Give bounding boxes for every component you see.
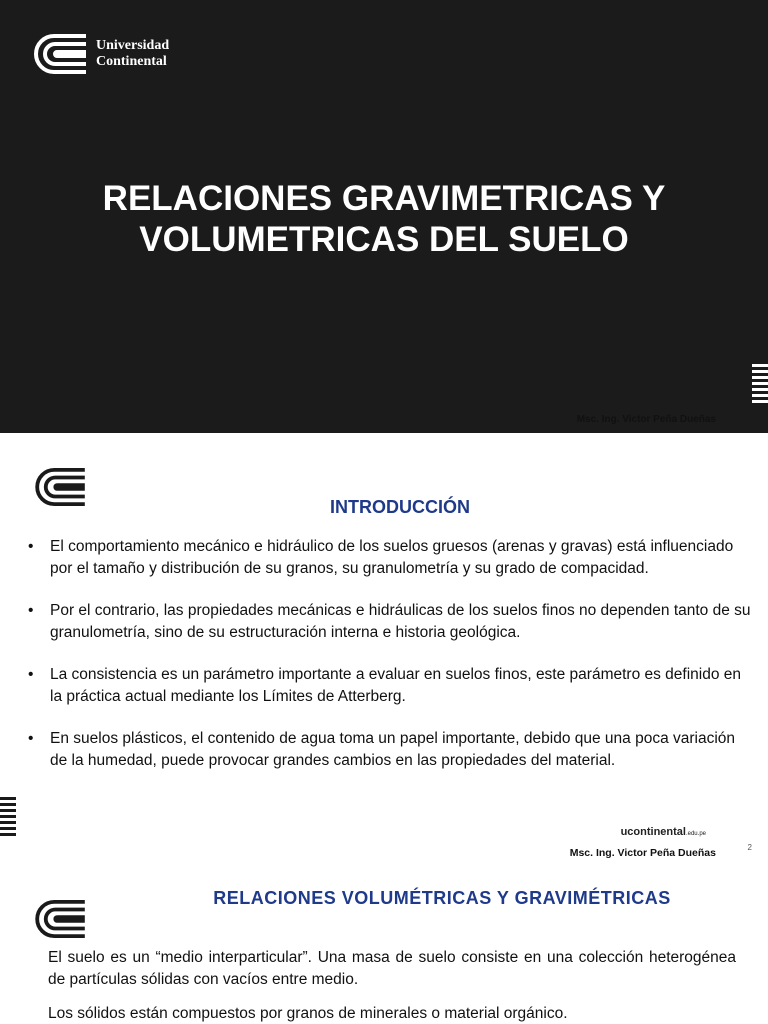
bullet-item: • El comportamiento mecánico e hidráulico de los suelos gruesos (arenas y gravas) está influenciado por el tamaño y distribución de su granos, su granulometría y su grado de compacidad. [26, 536, 756, 580]
author-credit: Msc. Ing. Victor Peña Dueñas [576, 414, 716, 425]
university-logo-icon [34, 899, 88, 939]
author-credit: Msc. Ing. Victor Peña Dueñas [569, 847, 716, 859]
introduction-slide [0, 433, 768, 863]
university-name-line-1: Universidad [96, 38, 170, 53]
bullet-item: • La consistencia es un parámetro importante a evaluar en suelos finos, este parámetro es definido en la práctica actual mediante los Límites de Atterberg. [26, 664, 756, 708]
title-slide [0, 0, 768, 433]
slide-title [0, 178, 768, 260]
page-number: 2 [747, 843, 752, 852]
slide-title-line-2: VOLUMETRICAS DEL SUELO [139, 220, 629, 259]
university-name [96, 38, 169, 70]
section-heading: INTRODUCCIÓN [330, 497, 470, 517]
university-name-line-2: Continental [96, 54, 167, 69]
section-heading: RELACIONES VOLUMÉTRICAS Y GRAVIMÉTRICAS [213, 888, 671, 908]
paragraph: Los sólidos están compuestos por granos de minerales o material orgánico. [48, 1005, 568, 1022]
decorative-bars-icon [0, 797, 16, 839]
bullet-list [26, 536, 756, 792]
brand-name: ucontinental [620, 826, 686, 838]
slide-title-line-1: RELACIONES GRAVIMETRICAS Y [102, 179, 666, 218]
decorative-bars-icon [752, 364, 768, 408]
relations-slide [0, 863, 768, 1024]
bullet-item: • Por el contrario, las propiedades mecánicas e hidráulicas de los suelos finos no dependen tanto de su granulometría, sino de su estructuración interna e historia geológica. [26, 600, 756, 644]
paragraph: El suelo es un “medio interparticular”. Una masa de suelo consiste en una colección heterogénea de partículas sólidas con vacíos entre medio. [48, 949, 736, 988]
website-brand [621, 826, 706, 838]
brand-suffix: .edu.pe [685, 831, 706, 837]
university-logo-icon [34, 33, 88, 75]
bullet-item: • En suelos plásticos, el contenido de agua toma un papel importante, debido que una poca variación de la humedad, puede provocar grandes cambios en las propiedades del material. [26, 728, 756, 772]
